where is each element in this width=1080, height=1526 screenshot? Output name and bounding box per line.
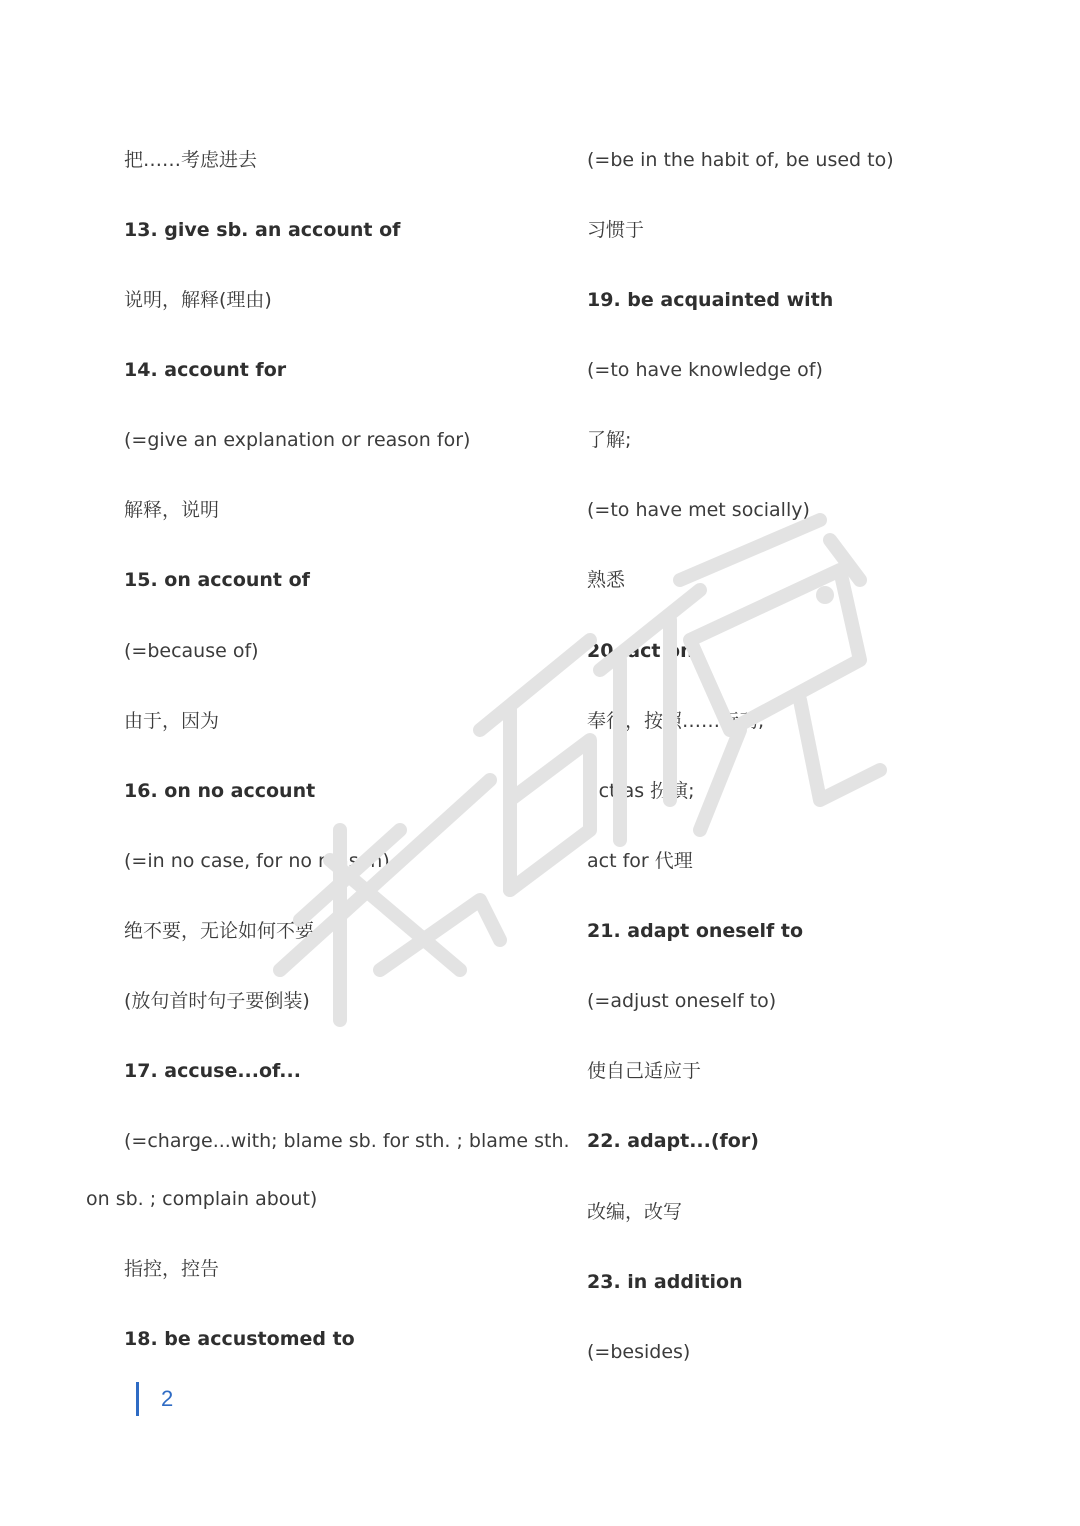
entry-line: (=be in the habit of, be used to) bbox=[587, 149, 894, 171]
entry-line: 说明，解释(理由) bbox=[124, 289, 272, 311]
entry-line: 奉行，按照……行动; bbox=[587, 710, 765, 732]
entry-line: 改编，改写 bbox=[587, 1201, 683, 1223]
entry-line: 习惯于 bbox=[587, 219, 645, 241]
entry-line: (=in no case, for no reason) bbox=[124, 850, 390, 872]
entry-heading: 16. on no account bbox=[124, 780, 316, 802]
watermark-char-1 bbox=[280, 780, 500, 1020]
watermark-char-2 bbox=[480, 590, 700, 890]
entry-line: act as 扮演; bbox=[587, 780, 695, 802]
entry-line: act for 代理 bbox=[587, 850, 693, 872]
page-number-label: 2 bbox=[161, 1386, 174, 1411]
entry-line: 指控，控告 bbox=[124, 1258, 220, 1280]
entry-line: 由于，因为 bbox=[124, 710, 220, 732]
watermark bbox=[260, 500, 900, 1100]
entry-heading: 15. on account of bbox=[124, 569, 310, 591]
entry-line: (放句首时句子要倒装) bbox=[124, 990, 310, 1012]
entry-line: 把……考虑进去 bbox=[124, 149, 258, 171]
entry-heading: 22. adapt...(for) bbox=[587, 1130, 759, 1152]
entry-line: 绝不要，无论如何不要 bbox=[124, 920, 315, 942]
entry-line: (=adjust oneself to) bbox=[587, 990, 777, 1012]
entry-heading: 13. give sb. an account of bbox=[124, 219, 401, 241]
entry-heading: 14. account for bbox=[124, 359, 287, 381]
entry-heading: 18. be accustomed to bbox=[124, 1328, 355, 1350]
entry-line: 使自己适应于 bbox=[587, 1060, 702, 1082]
entry-heading: 21. adapt oneself to bbox=[587, 920, 804, 942]
entry-line: (=because of) bbox=[124, 640, 259, 662]
entry-heading: 20. act on bbox=[587, 640, 694, 662]
entry-line: (=to have knowledge of) bbox=[587, 359, 823, 381]
entry-heading: 23. in addition bbox=[587, 1271, 743, 1293]
page-number bbox=[136, 1382, 173, 1416]
entry-line: (=to have met socially) bbox=[587, 499, 810, 521]
entry-heading: 17. accuse...of... bbox=[124, 1060, 301, 1082]
entry-line-continued: on sb. ; complain about) bbox=[86, 1188, 318, 1210]
entry-heading: 19. be acquainted with bbox=[587, 289, 834, 311]
entry-line: (=charge...with; blame sb. for sth. ; blame sth. bbox=[124, 1130, 570, 1152]
page-number-bar bbox=[136, 1382, 139, 1416]
entry-line: 熟悉 bbox=[587, 569, 626, 591]
entry-line: 解释，说明 bbox=[124, 499, 220, 521]
entry-line: (=give an explanation or reason for) bbox=[124, 429, 471, 451]
entry-line: (=besides) bbox=[587, 1341, 691, 1363]
entry-line: 了解; bbox=[587, 429, 632, 451]
watermark-char-3 bbox=[680, 520, 880, 830]
